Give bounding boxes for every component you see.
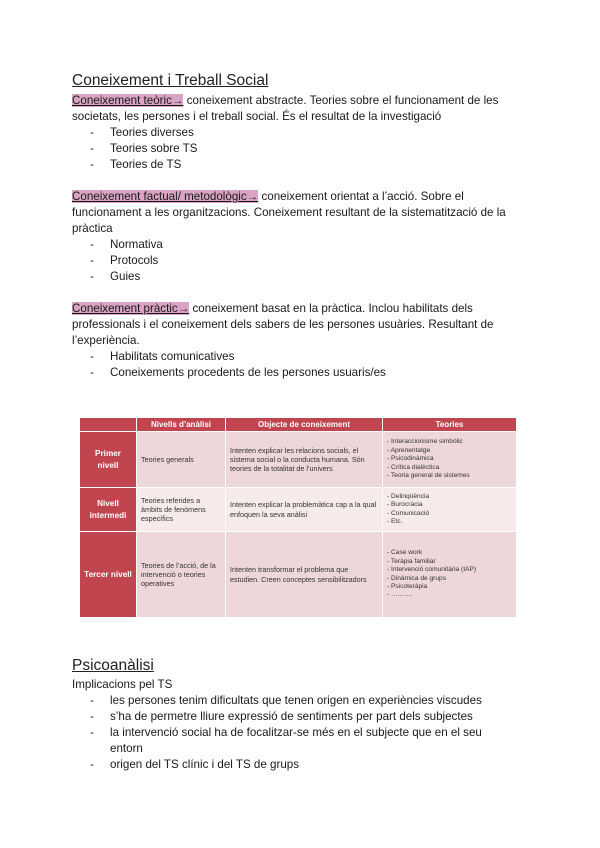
level-cell: Tercer nivell bbox=[80, 532, 137, 618]
section-factual bbox=[72, 189, 528, 237]
page-title: Coneixement i Treball Social bbox=[72, 72, 269, 89]
object-cell: Intenten explicar la problemàtica cap a la qual enfoquen la seva anàlisi bbox=[226, 488, 383, 532]
list-item: - les persones tenim dificultats que tenen origen en experiències viscudes bbox=[90, 694, 482, 707]
section-practical bbox=[72, 301, 528, 349]
table-header: Objecte de coneixement bbox=[226, 418, 383, 432]
list-item: - Protocols bbox=[90, 254, 159, 267]
list-item: - Teories de TS bbox=[90, 158, 182, 171]
factual-list bbox=[90, 237, 163, 285]
psychoanalysis-title: Psicoanàlisi bbox=[72, 657, 154, 674]
table-row bbox=[80, 488, 517, 532]
list-item: - Normativa bbox=[90, 238, 163, 251]
list-item: - s’ha de permetre lliure expressió de sentiments per part dels subjectes bbox=[90, 710, 473, 723]
table-header: Teories bbox=[383, 418, 517, 432]
list-item: - Teories diverses bbox=[90, 126, 194, 139]
analysis-cell: Teories generals bbox=[137, 432, 226, 488]
practical-list bbox=[90, 349, 386, 381]
theories-cell: - Case work - Teràpia familiar - Intervenció comunitària (IAP) - Dinàmica de grups - Psicoteràpia - ………. bbox=[383, 532, 517, 618]
term-theoretical: Coneixement teòric→ bbox=[72, 94, 184, 107]
psychoanalysis-subtitle: Implicacions pel TS bbox=[72, 678, 173, 691]
practical-text: coneixement basat en la pràctica. Inclou habilitats dels professionals i el coneixement dels sabers de les persones usuàries. Resultant de l’experiència. bbox=[72, 302, 494, 347]
psychoanalysis-list bbox=[90, 693, 510, 773]
table-header-row bbox=[80, 418, 517, 432]
analysis-cell: Teories referides a àmbits de fenòmens específics bbox=[137, 488, 226, 532]
analysis-cell: Teories de l’acció, de la intervenció o teories operatives bbox=[137, 532, 226, 618]
list-item: - Habilitats comunicatives bbox=[90, 350, 235, 363]
list-item: - Teories sobre TS bbox=[90, 142, 198, 155]
table-row bbox=[80, 432, 517, 488]
theories-cell: - Interaccionisme simbòlic - Aprenentatge - Psicodinàmica - Crítica dialèctica - Teoria general de sistemes bbox=[383, 432, 517, 488]
theoretical-text: coneixement abstracte. Teories sobre el funcionament de les societats, les persones i el treball social. És el resultat de la investigació bbox=[72, 94, 499, 123]
table-header bbox=[80, 418, 137, 432]
list-item: - origen del TS clínic i del TS de grups bbox=[90, 758, 300, 771]
knowledge-levels-table bbox=[79, 418, 517, 618]
object-cell: Intenten transformar el problema que estudien. Creen conceptes sensibilitzadors bbox=[226, 532, 383, 618]
list-item: - la intervenció social ha de focalitzar-se més en el subjecte que en el seu entorn bbox=[90, 726, 482, 755]
table-row bbox=[80, 532, 517, 618]
list-item: - Coneixements procedents de les persones usuaris/es bbox=[90, 366, 386, 379]
level-cell: Nivell intermedi bbox=[80, 488, 137, 532]
list-item: - Guies bbox=[90, 270, 141, 283]
factual-text: coneixement orientat a l’acció. Sobre el funcionament a les organitzacions. Coneixement resultant de la sistematització de la pràctica bbox=[72, 190, 506, 235]
theoretical-list bbox=[90, 125, 197, 173]
term-factual: Coneixement factual/ metodològic→ bbox=[72, 190, 259, 203]
section-theoretical bbox=[72, 93, 528, 125]
theories-cell: - Delinqüència - Burocràcia - Comunicació - Etc. bbox=[383, 488, 517, 532]
level-cell: Primer nivell bbox=[80, 432, 137, 488]
object-cell: Intenten explicar les relacions socials, el sistema social o la conducta humana. Són teories de la totalitat de l’univers bbox=[226, 432, 383, 488]
term-practical: Coneixement pràctic→ bbox=[72, 302, 190, 315]
table-header: Nivells d’anàlisi bbox=[137, 418, 226, 432]
